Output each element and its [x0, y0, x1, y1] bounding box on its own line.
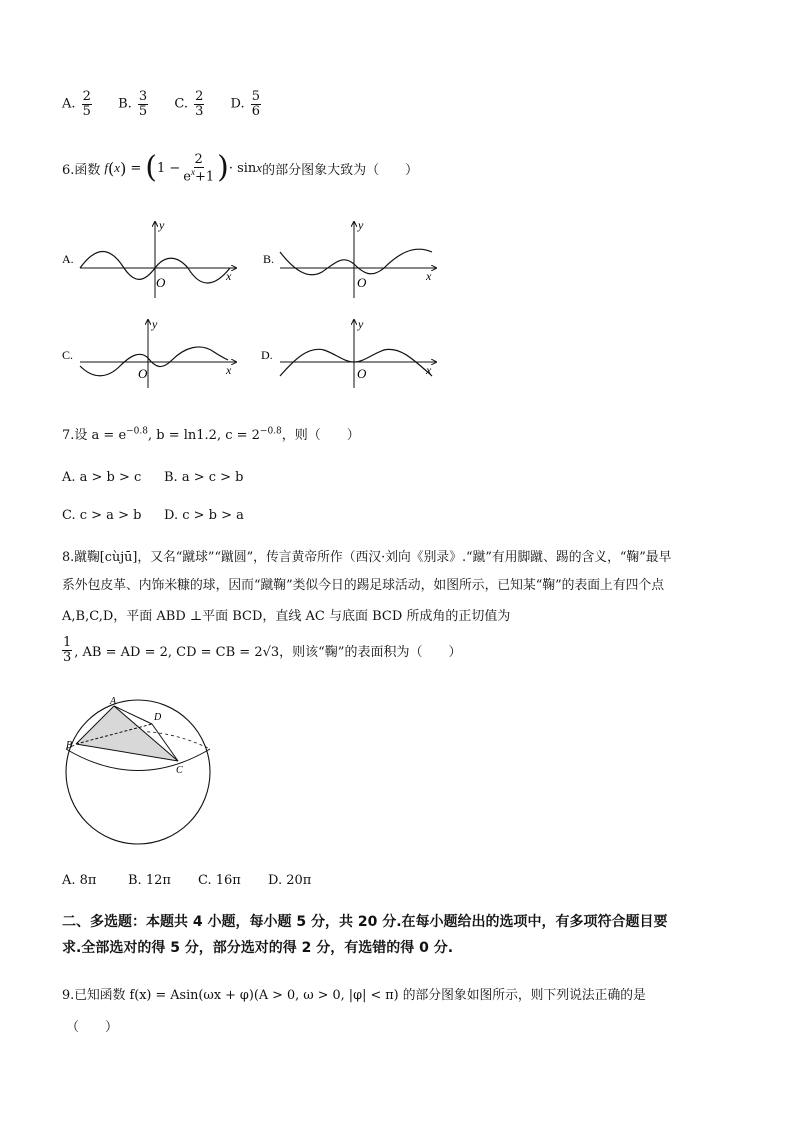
sin-variable: x — [256, 160, 263, 176]
q6-stem: 6.函数 f ( x ) = ( 1 − $\frac{2}{e^x+1}$ ) · sin x 的部分图象大致为（ ） — [62, 150, 419, 186]
q8-line4 — [62, 636, 461, 664]
exponent: −0.8 — [259, 426, 282, 437]
q6-fraction — [182, 153, 215, 184]
denominator-exponent: x — [190, 166, 195, 177]
variable: x — [114, 160, 121, 176]
q9-line1: 9.已知函数 f(x) = Asin(ωx + φ)(A > 0, ω > 0, |φ| < π) 的部分图象如图所示，则下列说法正确的是 — [62, 988, 646, 1003]
denominator: 5 — [138, 103, 148, 119]
q6-graphs — [58, 216, 458, 396]
numerator: 2 — [195, 89, 204, 104]
point-d-label: D — [154, 712, 162, 723]
sin-function: · sin — [228, 160, 257, 176]
section2-heading-line1: 二、多选题：本题共 4 小题，每小题 5 分，共 20 分.在每小题给出的选项中，有多项符合题目要 — [62, 914, 668, 930]
q7-option-d[interactable]: D. c > b > a — [164, 508, 244, 523]
origin-label: O — [357, 366, 367, 381]
section2-heading-line2: 求.全部选对的得 5 分，部分选对的得 2 分，有选错的得 0 分. — [62, 940, 454, 956]
numerator: 2 — [82, 89, 91, 104]
option-label: D. — [230, 96, 245, 112]
q8-line2: 系外包皮革、内饰米糠的球，因而“蹴鞠”类似今日的踢足球活动，如图所示，已知某“鞠”的表面上有四个点 — [62, 578, 665, 593]
q7-option-a[interactable]: A. a > b > c — [62, 470, 142, 485]
x-label: x — [226, 269, 232, 283]
y-label: y — [358, 317, 364, 331]
option-label: C. — [174, 96, 188, 112]
point-b-label: B — [66, 740, 73, 751]
y-label: y — [358, 218, 364, 232]
numerator: 2 — [194, 152, 203, 167]
graph-d[interactable] — [261, 317, 436, 388]
option-label: A. — [62, 96, 76, 112]
q8-option-d[interactable]: D. 20π — [268, 873, 312, 888]
q8-option-a[interactable]: A. 8π — [62, 873, 97, 888]
graph-label: C. — [62, 348, 74, 362]
q8-line4-text: , AB = AD = 2, CD = CB = 2√3，则该“鞠”的表面积为（ ） — [74, 644, 462, 660]
graph-a[interactable] — [62, 218, 236, 298]
q5-options — [62, 90, 283, 118]
q7-option-b[interactable]: B. a > c > b — [164, 470, 244, 485]
q6-suffix: 的部分图象大致为（ ） — [262, 162, 419, 178]
denominator-plus: +1 — [194, 168, 215, 184]
function-name: f — [104, 160, 109, 176]
q5-option-c[interactable] — [174, 90, 206, 118]
q8-options — [62, 873, 311, 888]
denominator: 3 — [195, 103, 204, 119]
graph-label: D. — [261, 348, 273, 362]
q5-option-b[interactable] — [118, 90, 150, 118]
graph-b[interactable] — [263, 218, 436, 298]
q7-stem-text: 7.设 a = e — [62, 428, 127, 443]
graph-label: A. — [62, 252, 74, 266]
numerator: 3 — [138, 89, 148, 104]
x-label: x — [226, 363, 232, 377]
curve — [280, 249, 432, 275]
graph-label: B. — [263, 252, 275, 266]
y-label: y — [159, 218, 165, 232]
denominator-base: e — [183, 168, 191, 184]
numerator: 5 — [251, 89, 261, 104]
denominator: 3 — [63, 649, 72, 665]
q7-mid-text: , b = ln1.2, c = 2 — [148, 428, 260, 443]
q7-stem — [62, 424, 360, 443]
q9-line2: （ ） — [66, 1020, 119, 1035]
curve — [280, 349, 432, 376]
q7-options-row2 — [62, 508, 244, 523]
q7-option-c[interactable]: C. c > a > b — [62, 508, 142, 523]
point-a-label: A — [110, 696, 117, 707]
q8-option-c[interactable]: C. 16π — [198, 873, 241, 888]
one-minus: 1 − — [156, 160, 181, 176]
point-c-label: C — [176, 765, 183, 776]
q5-option-d[interactable] — [231, 90, 264, 118]
option-label: B. — [118, 96, 132, 112]
sphere-figure — [60, 694, 220, 849]
q8-line3: A,B,C,D，平面 ABD ⊥平面 BCD，直线 AC 与底面 BCD 所成角的正切值为 — [62, 609, 511, 624]
x-label: x — [426, 363, 432, 377]
q5-option-a[interactable] — [62, 90, 94, 118]
equals-sign: = — [130, 160, 142, 176]
origin-label: O — [156, 275, 166, 290]
q7-options-row1 — [62, 470, 244, 485]
denominator: 6 — [251, 103, 261, 119]
denominator: 5 — [82, 103, 91, 119]
y-label: y — [152, 317, 158, 331]
q6-prefix: 6.函数 — [62, 162, 101, 178]
q8-line1: 8.蹴鞠[cùjū]，又名“蹴球”“蹴圆”，传言黄帝所作（西汉·刘向《别录》.“蹴”有用脚蹴、踢的含义，“鞠”最早 — [62, 550, 672, 565]
sphere-outline — [66, 700, 210, 844]
numerator: 1 — [63, 635, 72, 650]
graph-c[interactable] — [62, 317, 236, 388]
x-label: x — [426, 269, 432, 283]
curve — [80, 347, 228, 376]
q8-option-b[interactable]: B. 12π — [128, 873, 171, 888]
exponent: −0.8 — [126, 426, 148, 437]
origin-label: O — [357, 275, 367, 290]
q7-suffix: ，则（ ） — [281, 428, 360, 443]
origin-label: O — [138, 366, 148, 381]
